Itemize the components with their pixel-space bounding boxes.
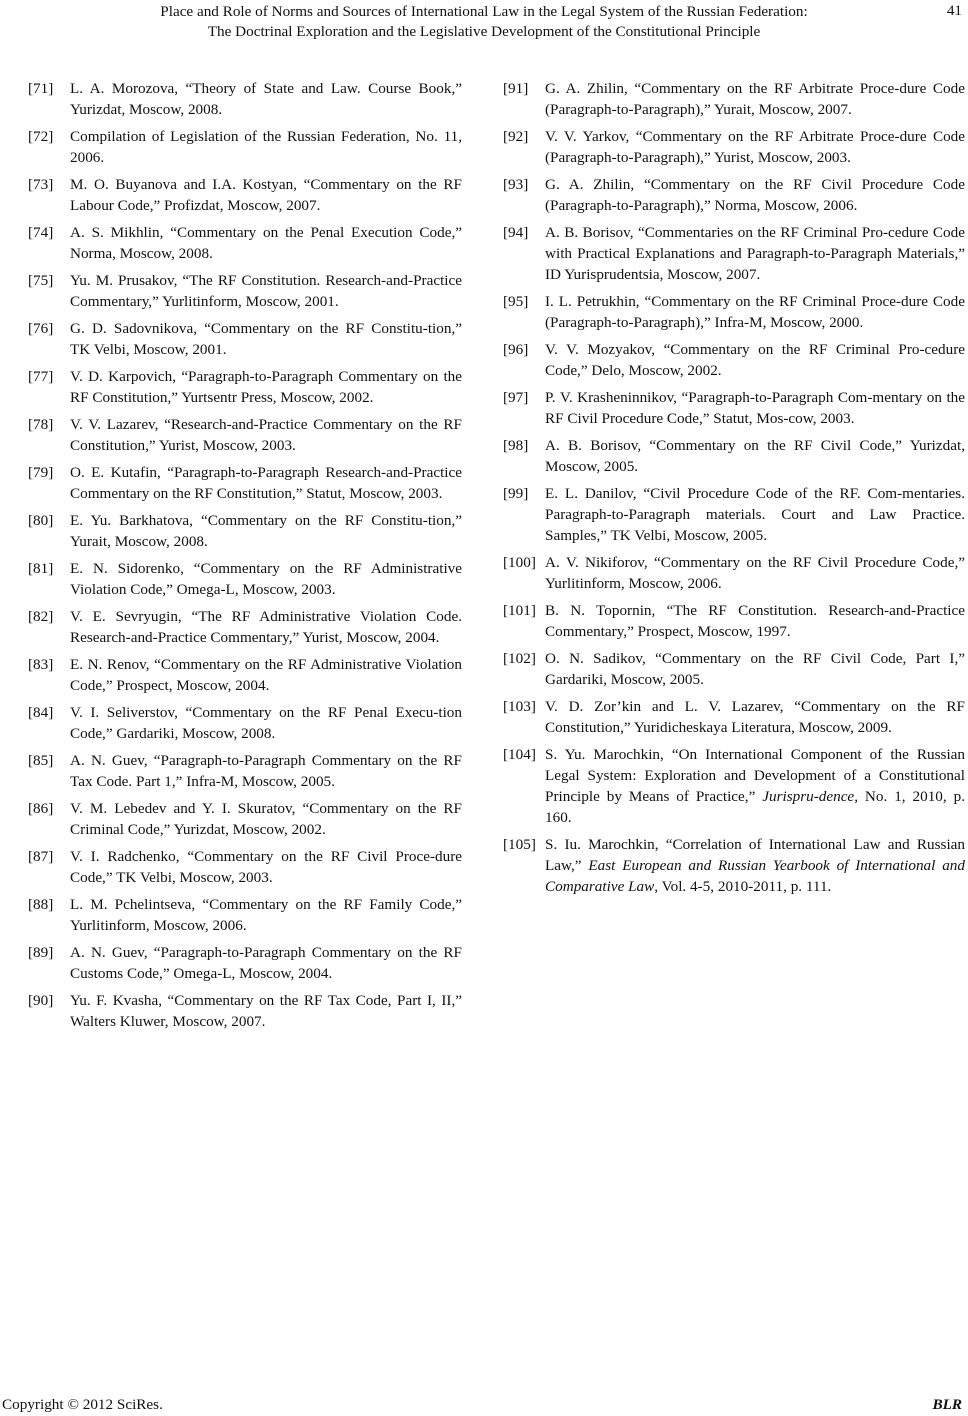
reference-text: G. A. Zhilin, “Commentary on the RF Civil Procedure Code (Paragraph-to-Paragraph),” Norma, Moscow, 2006. [545, 176, 965, 214]
reference-text: V. V. Mozyakov, “Commentary on the RF Criminal Pro-cedure Code,” Delo, Moscow, 2002. [545, 341, 965, 379]
reference-source-title: East European and Russian Yearbook of International and Comparative Law [545, 857, 965, 895]
reference-text: A. B. Borisov, “Commentary on the RF Civil Code,” Yurizdat, Moscow, 2005. [545, 437, 965, 475]
reference-label: [73] [28, 176, 54, 193]
reference-text: V. D. Zor’kin and L. V. Lazarev, “Commentary on the RF Constitution,” Yuridicheskaya Literatura, Moscow, 2009. [545, 698, 965, 736]
reference-label: [105] [503, 836, 536, 853]
reference-text: S. Yu. Marochkin, “On International Component of the Russian Legal System: Exploration and Development of a Constitutional Principle by Means of Practice,” [545, 746, 965, 805]
reference-label: [71] [28, 80, 54, 97]
reference-item [28, 510, 462, 552]
reference-text: G. D. Sadovnikova, “Commentary on the RF Constitu-tion,” TK Velbi, Moscow, 2001. [70, 320, 462, 358]
reference-text: A. N. Guev, “Paragraph-to-Paragraph Commentary on the RF Tax Code. Part 1,” Infra-M, Moscow, 2005. [70, 752, 462, 790]
reference-item [503, 834, 965, 897]
reference-label: [84] [28, 704, 54, 721]
journal-abbrev: BLR [932, 1396, 962, 1413]
reference-label: [101] [503, 602, 536, 619]
reference-text: O. E. Kutafin, “Paragraph-to-Paragraph Research-and-Practice Commentary on the RF Constitution,” Statut, Moscow, 2003. [70, 464, 462, 502]
reference-text: P. V. Krasheninnikov, “Paragraph-to-Paragraph Com-mentary on the RF Civil Procedure Code,” Statut, Mos-cow, 2003. [545, 389, 965, 427]
reference-label: [102] [503, 650, 536, 667]
reference-item [28, 750, 462, 792]
reference-text: G. A. Zhilin, “Commentary on the RF Arbitrate Proce-dure Code (Paragraph-to-Paragraph),” Yurait, Moscow, 2007. [545, 80, 965, 118]
reference-item [28, 222, 462, 264]
reference-item [28, 606, 462, 648]
reference-item [28, 270, 462, 312]
reference-text: V. I. Radchenko, “Commentary on the RF Civil Proce-dure Code,” TK Velbi, Moscow, 2003. [70, 848, 462, 886]
reference-label: [81] [28, 560, 54, 577]
reference-label: [72] [28, 128, 54, 145]
reference-text: E. N. Sidorenko, “Commentary on the RF Administrative Violation Code,” Omega-L, Moscow, 2003. [70, 560, 462, 598]
reference-item [503, 552, 965, 594]
reference-label: [82] [28, 608, 54, 625]
reference-label: [94] [503, 224, 529, 241]
reference-item [503, 483, 965, 546]
reference-item [28, 558, 462, 600]
reference-text: V. V. Yarkov, “Commentary on the RF Arbitrate Proce-dure Code (Paragraph-to-Paragraph),” Yurist, Moscow, 2003. [545, 128, 965, 166]
header-line-2: The Doctrinal Exploration and the Legislative Development of the Constitutional Principle [207, 23, 761, 40]
reference-label: [85] [28, 752, 54, 769]
reference-item [28, 318, 462, 360]
reference-item [503, 435, 965, 477]
reference-text: V. V. Lazarev, “Research-and-Practice Commentary on the RF Constitution,” Yurist, Moscow, 2003. [70, 416, 462, 454]
reference-item [28, 414, 462, 456]
reference-item [28, 798, 462, 840]
reference-label: [93] [503, 176, 529, 193]
reference-text: S. Iu. Marochkin, “Correlation of International Law and Russian Law,” [545, 836, 965, 874]
reference-label: [91] [503, 80, 529, 97]
reference-text: M. O. Buyanova and I.A. Kostyan, “Commentary on the RF Labour Code,” Profizdat, Moscow, 2007. [70, 176, 462, 214]
reference-item [28, 366, 462, 408]
reference-item [28, 654, 462, 696]
reference-text: V. D. Karpovich, “Paragraph-to-Paragraph Commentary on the RF Constitution,” Yurtsentr Press, Moscow, 2002. [70, 368, 462, 406]
reference-item [28, 846, 462, 888]
reference-label: [104] [503, 746, 536, 763]
reference-label: [79] [28, 464, 54, 481]
reference-label: [96] [503, 341, 529, 358]
reference-text: E. Yu. Barkhatova, “Commentary on the RF Constitu-tion,” Yurait, Moscow, 2008. [70, 512, 462, 550]
reference-item [28, 942, 462, 984]
reference-item [503, 387, 965, 429]
reference-label: [83] [28, 656, 54, 673]
copyright: Copyright © 2012 SciRes. [2, 1396, 163, 1413]
reference-text: Compilation of Legislation of the Russian Federation, No. 11, 2006. [70, 128, 462, 166]
reference-item [503, 291, 965, 333]
reference-label: [77] [28, 368, 54, 385]
references-right-column [503, 78, 965, 903]
reference-item [503, 600, 965, 642]
reference-text: V. I. Seliverstov, “Commentary on the RF Penal Execu-tion Code,” Gardariki, Moscow, 2008. [70, 704, 462, 742]
reference-text: , No. 1, 2010, p. 160. [545, 788, 965, 826]
reference-text: I. L. Petrukhin, “Commentary on the RF Criminal Proce-dure Code (Paragraph-to-Paragraph),” Infra-M, Moscow, 2000. [545, 293, 965, 331]
reference-text: A. B. Borisov, “Commentaries on the RF Criminal Pro-cedure Code with Practical Explanations and Paragraph-to-Paragraph Materials,” ID Yurisprudentsia, Moscow, 2007. [545, 224, 965, 283]
reference-label: [80] [28, 512, 54, 529]
reference-label: [92] [503, 128, 529, 145]
reference-text: L. M. Pchelintseva, “Commentary on the RF Family Code,” Yurlitinform, Moscow, 2006. [70, 896, 462, 934]
reference-item [503, 78, 965, 120]
reference-text: E. L. Danilov, “Civil Procedure Code of the RF. Com-mentaries. Paragraph-to-Paragraph materials. Court and Law Practice. Samples,” TK Velbi, Moscow, 2005. [545, 485, 965, 544]
reference-item [503, 696, 965, 738]
reference-text: V. M. Lebedev and Y. I. Skuratov, “Commentary on the RF Criminal Code,” Yurizdat, Moscow, 2002. [70, 800, 462, 838]
references-left-column [28, 78, 462, 1038]
reference-item [28, 990, 462, 1032]
reference-label: [95] [503, 293, 529, 310]
reference-text: O. N. Sadikov, “Commentary on the RF Civil Code, Part I,” Gardariki, Moscow, 2005. [545, 650, 965, 688]
page-number: 41 [946, 2, 962, 19]
header-line-1: Place and Role of Norms and Sources of International Law in the Legal System of the Russian Federation: [160, 3, 808, 20]
reference-text: A. V. Nikiforov, “Commentary on the RF Civil Procedure Code,” Yurlitinform, Moscow, 2006. [545, 554, 965, 592]
reference-label: [88] [28, 896, 54, 913]
reference-label: [100] [503, 554, 536, 571]
reference-label: [97] [503, 389, 529, 406]
reference-label: [74] [28, 224, 54, 241]
reference-item [503, 126, 965, 168]
reference-label: [86] [28, 800, 54, 817]
reference-text: B. N. Topornin, “The RF Constitution. Research-and-Practice Commentary,” Prospect, Moscow, 1997. [545, 602, 965, 640]
reference-item [28, 894, 462, 936]
reference-text: , Vol. 4-5, 2010-2011, p. 111. [654, 878, 832, 895]
reference-text: Yu. M. Prusakov, “The RF Constitution. Research-and-Practice Commentary,” Yurlitinform, Moscow, 2001. [70, 272, 462, 310]
reference-item [28, 462, 462, 504]
reference-item [503, 648, 965, 690]
reference-item [503, 222, 965, 285]
reference-item [28, 126, 462, 168]
reference-item [28, 78, 462, 120]
reference-text: A. N. Guev, “Paragraph-to-Paragraph Commentary on the RF Customs Code,” Omega-L, Moscow, 2004. [70, 944, 462, 982]
reference-source-title: Jurispru-dence [762, 788, 855, 805]
reference-text: V. E. Sevryugin, “The RF Administrative Violation Code. Research-and-Practice Commentary,” Yurist, Moscow, 2004. [70, 608, 462, 646]
reference-item [503, 339, 965, 381]
reference-label: [87] [28, 848, 54, 865]
reference-text: E. N. Renov, “Commentary on the RF Administrative Violation Code,” Prospect, Moscow, 2004. [70, 656, 462, 694]
reference-item [503, 174, 965, 216]
reference-label: [99] [503, 485, 529, 502]
reference-text: A. S. Mikhlin, “Commentary on the Penal Execution Code,” Norma, Moscow, 2008. [70, 224, 462, 262]
reference-text: Yu. F. Kvasha, “Commentary on the RF Tax Code, Part I, II,” Walters Kluwer, Moscow, 2007. [70, 992, 462, 1030]
reference-label: [98] [503, 437, 529, 454]
reference-label: [78] [28, 416, 54, 433]
reference-item [503, 744, 965, 828]
running-header [0, 2, 968, 42]
reference-label: [89] [28, 944, 54, 961]
reference-label: [90] [28, 992, 54, 1009]
reference-text: L. A. Morozova, “Theory of State and Law. Course Book,” Yurizdat, Moscow, 2008. [70, 80, 462, 118]
reference-item [28, 702, 462, 744]
reference-label: [103] [503, 698, 536, 715]
reference-label: [76] [28, 320, 54, 337]
reference-label: [75] [28, 272, 54, 289]
reference-item [28, 174, 462, 216]
